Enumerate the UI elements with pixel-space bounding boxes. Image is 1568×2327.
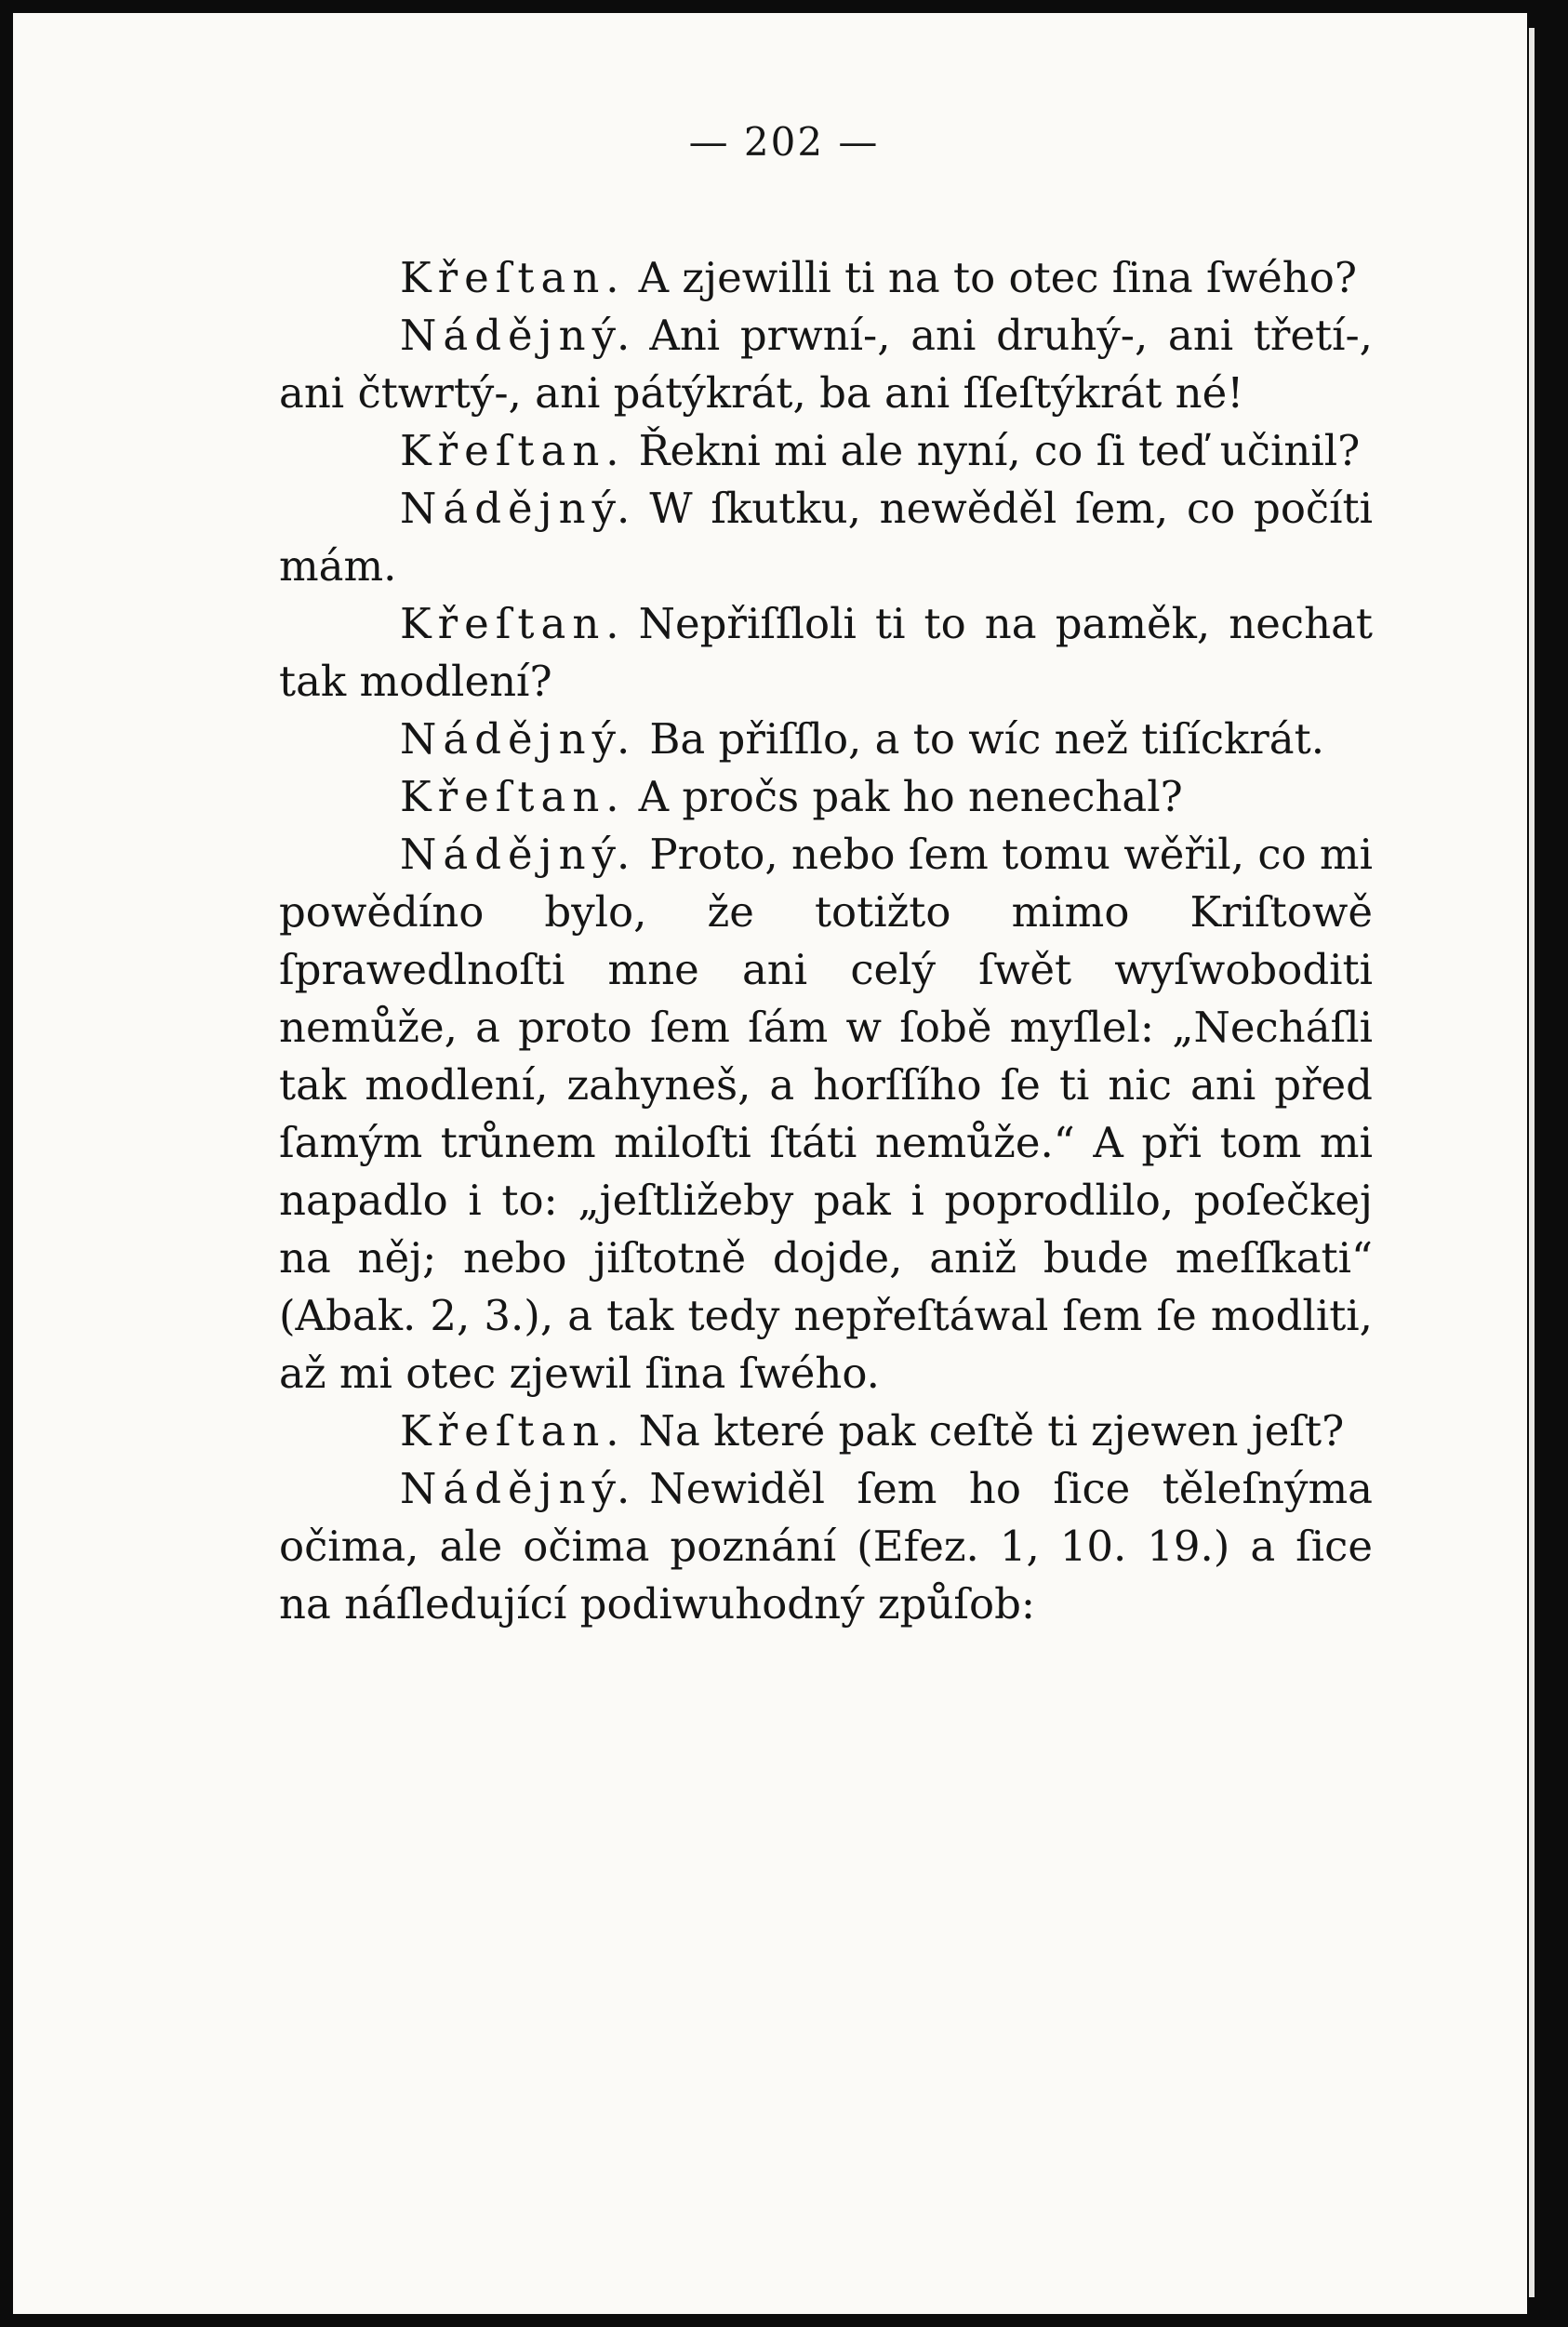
page-number: — 202 —	[688, 119, 880, 165]
dialogue-paragraph	[279, 422, 1373, 480]
speech-text: A pročs pak ho nenechal?	[638, 772, 1183, 821]
speech-text: Na které pak ceſtě ti zjewen jeſt?	[638, 1406, 1345, 1456]
speaker-name: Nádějný.	[400, 1464, 637, 1513]
dialogue-paragraph	[279, 595, 1373, 711]
speaker-name: Křeſtan.	[400, 1406, 626, 1456]
dialogue-paragraph	[279, 480, 1373, 595]
speech-text: Ani prwní-, ani druhý-, ani třetí-, ani čtwrtý-, ani pátýkrát, ba ani ſſeſtýkrát né!	[279, 311, 1373, 418]
speaker-name: Nádějný.	[400, 830, 637, 879]
dialogue-paragraph	[279, 249, 1373, 307]
speech-text: Newiděl ſem ho ſice těleſnýma očima, ale očima poznání (Efez. 1, 10. 19.) a ſice na náſledující podiwuhodný způſob:	[279, 1464, 1373, 1629]
speech-text: A zjewilli ti na to otec ſina ſwého?	[638, 253, 1357, 302]
speech-text: Řekni mi ale nyní, co ſi teď učinil?	[638, 426, 1361, 475]
speaker-name: Křeſtan.	[400, 599, 626, 648]
dialogue-text	[279, 249, 1373, 1633]
speech-text: Ba přiſſlo, a to wíc než tiſíckrát.	[649, 714, 1325, 764]
speaker-name: Nádějný.	[400, 311, 637, 360]
speaker-name: Křeſtan.	[400, 772, 626, 821]
dialogue-paragraph	[279, 1460, 1373, 1633]
speaker-name: Křeſtan.	[400, 426, 626, 475]
speech-text: W ſkutku, newěděl ſem, co počíti mám.	[279, 484, 1373, 591]
scan-edge	[1527, 0, 1568, 2327]
speaker-name: Nádějný.	[400, 714, 637, 764]
dialogue-paragraph	[279, 711, 1373, 768]
dialogue-paragraph	[279, 307, 1373, 422]
page-edge-strip	[1529, 28, 1535, 2297]
speech-text: Proto, nebo ſem tomu wěřil, co mi powědíno bylo, že totižto mimo Kriſtowě ſprawedlnoſti mne ani celý ſwět wyſwoboditi nemůže, a proto ſem ſám w ſobě myſlel: „Necháſli tak modlení, zahyneš, a horſſího ſe ti nic ani před ſamým trůnem miloſti ſtáti nemůže.“ A při tom mi napadlo i to: „jeſtližeby pak i poprodlilo, poſečkej na něj; nebo jiſtotně dojde, aniž bude meſſkati“ (Abak. 2, 3.), a tak tedy nepřeſtáwal ſem ſe modliti, až mi otec zjewil ſina ſwého.	[279, 830, 1373, 1398]
speaker-name: Nádějný.	[400, 484, 637, 533]
dialogue-paragraph	[279, 1403, 1373, 1460]
dialogue-paragraph	[279, 768, 1373, 826]
dialogue-paragraph	[279, 826, 1373, 1403]
speech-text: Nepřiſſloli ti to na paměk, nechat tak modlení?	[279, 599, 1373, 706]
speaker-name: Křeſtan.	[400, 253, 626, 302]
